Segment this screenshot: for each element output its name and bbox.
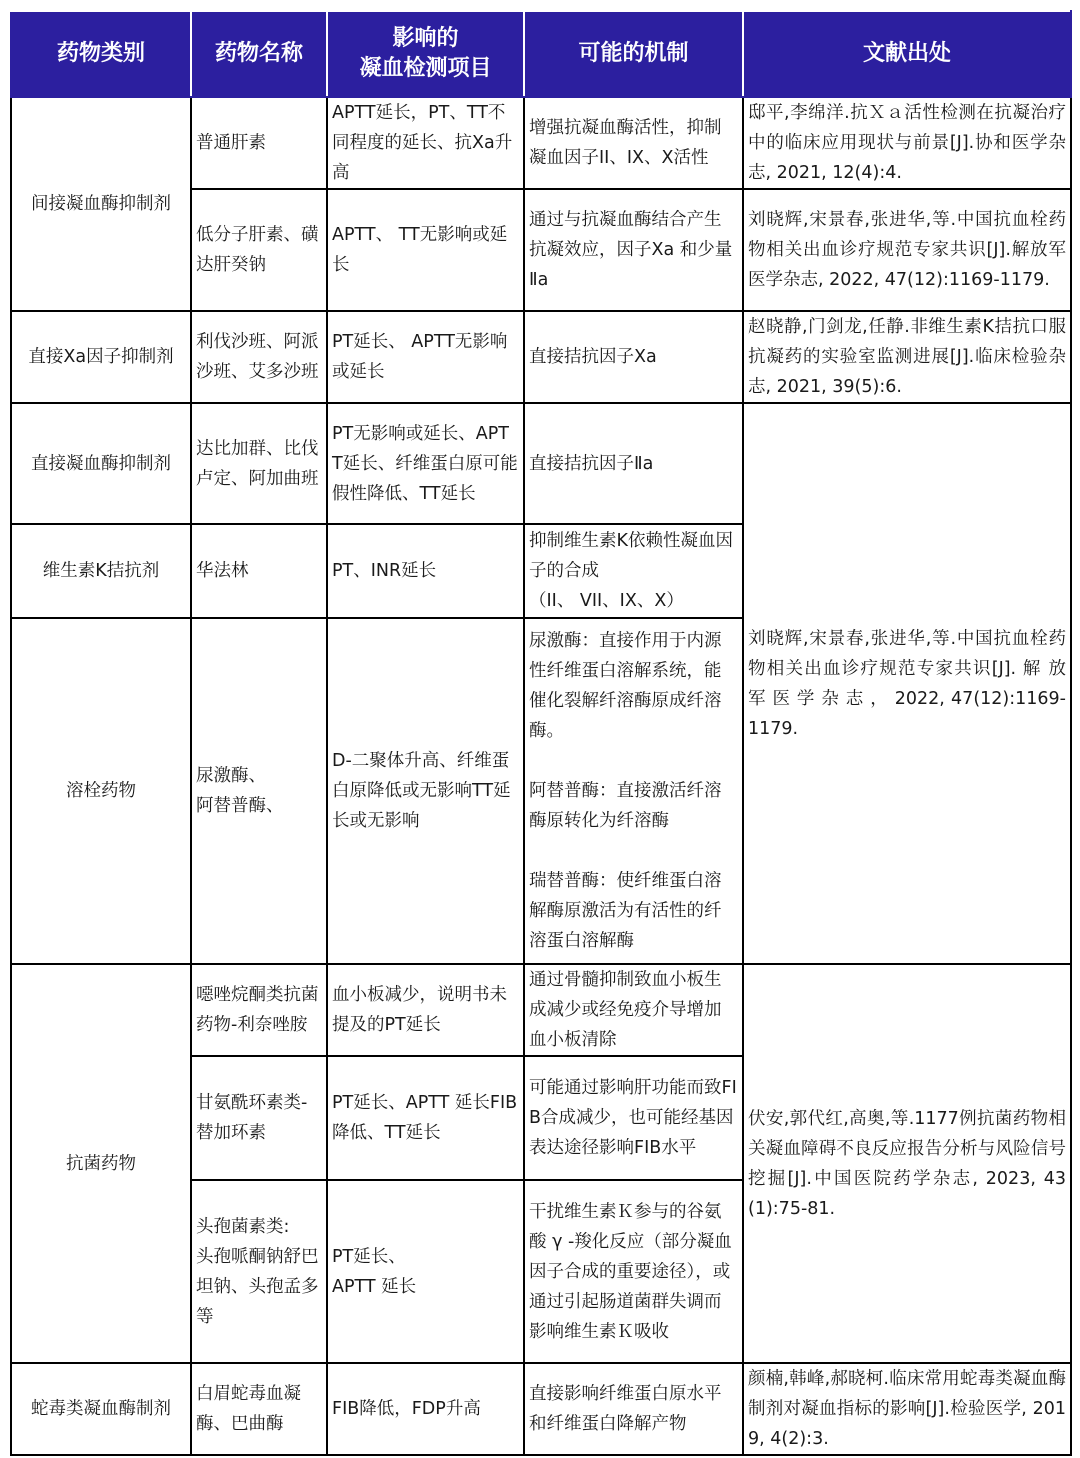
reference-cell: 伏安,郭代红,高奥,等.1177例抗菌药物相关凝血障碍不良反应报告分析与风险信号挖掘[J].中国医院药学杂志, 2023, 43(1):75-81. [743, 964, 1071, 1363]
category-cell: 溶栓药物 [11, 618, 191, 964]
mechanism-cell: 直接拮抗因子Xa [524, 311, 743, 403]
tests-cell: PT延长、 APTT 延长 [327, 1180, 524, 1363]
mechanism-cell: 通过骨髓抑制致血小板生成减少或经免疫介导增加血小板清除 [524, 964, 743, 1056]
mechanism-cell: 可能通过影响肝功能而致FIB合成减少，也可能经基因表达途径影响FIB水平 [524, 1056, 743, 1180]
drug-coagulation-table-page [10, 10, 1070, 1456]
reference-cell: 刘晓辉,宋景春,张进华,等.中国抗血栓药物相关出血诊疗规范专家共识[J]. 解 放 军 医 学 杂 志 ， 2022, 47(12):1169-1179. [743, 403, 1071, 964]
category-cell: 维生素K拮抗剂 [11, 524, 191, 618]
mechanism-cell: 尿激酶：直接作用于内源性纤维蛋白溶解系统，能催化裂解纤溶酶原成纤溶酶。 阿替普酶：直接激活纤溶酶原转化为纤溶酶 瑞替普酶：使纤维蛋白溶解酶原激活为有活性的纤溶蛋白溶解酶 [524, 618, 743, 964]
tests-cell: PT延长、APTT 延长FIB降低、TT延长 [327, 1056, 524, 1180]
header-mechanism: 可能的机制 [524, 11, 743, 97]
category-cell: 直接Xa因子抑制剂 [11, 311, 191, 403]
table-row [11, 1363, 1071, 1455]
mechanism-cell: 通过与抗凝血酶结合产生抗凝效应，因子Xa 和少量Ⅱa [524, 189, 743, 311]
header-reference: 文献出处 [743, 11, 1071, 97]
tests-cell: APTT、 TT无影响或延长 [327, 189, 524, 311]
drug-name-cell: 低分子肝素、磺达肝癸钠 [191, 189, 327, 311]
drug-name-cell: 甘氨酰环素类-替加环素 [191, 1056, 327, 1180]
tests-cell: 血小板减少，说明书未提及的PT延长 [327, 964, 524, 1056]
tests-cell: PT无影响或延长、APTT延长、纤维蛋白原可能假性降低、TT延长 [327, 403, 524, 524]
reference-cell: 邸平,李绵洋.抗Ｘａ活性检测在抗凝治疗中的临床应用现状与前景[J].协和医学杂志, 2021, 12(4):4. [743, 97, 1071, 189]
mechanism-cell: 增强抗凝血酶活性，抑制凝血因子II、IX、X活性 [524, 97, 743, 189]
header-drug-name: 药物名称 [191, 11, 327, 97]
drug-name-cell: 头孢菌素类: 头孢哌酮钠舒巴坦钠、头孢孟多等 [191, 1180, 327, 1363]
header-affected-tests: 影响的 凝血检测项目 [327, 11, 524, 97]
tests-cell: PT、INR延长 [327, 524, 524, 618]
reference-cell: 刘晓辉,宋景春,张进华,等.中国抗血栓药物相关出血诊疗规范专家共识[J].解放军医学杂志, 2022, 47(12):1169-1179. [743, 189, 1071, 311]
table-row [11, 403, 1071, 524]
drug-name-cell: 尿激酶、 阿替普酶、 [191, 618, 327, 964]
tests-cell: FIB降低，FDP升高 [327, 1363, 524, 1455]
table-row [11, 311, 1071, 403]
drug-name-cell: 普通肝素 [191, 97, 327, 189]
drug-name-cell: 噁唑烷酮类抗菌药物-利奈唑胺 [191, 964, 327, 1056]
tests-cell: PT延长、 APTT无影响或延长 [327, 311, 524, 403]
drug-name-cell: 白眉蛇毒血凝酶、巴曲酶 [191, 1363, 327, 1455]
drug-name-cell: 利伐沙班、阿派沙班、艾多沙班 [191, 311, 327, 403]
header-drug-category: 药物类别 [11, 11, 191, 97]
category-cell: 间接凝血酶抑制剂 [11, 97, 191, 311]
category-cell: 抗菌药物 [11, 964, 191, 1363]
mechanism-cell: 直接影响纤维蛋白原水平和纤维蛋白降解产物 [524, 1363, 743, 1455]
table-row [11, 97, 1071, 189]
tests-cell: APTT延长，PT、TT不同程度的延长、抗Xa升高 [327, 97, 524, 189]
category-cell: 蛇毒类凝血酶制剂 [11, 1363, 191, 1455]
mechanism-cell: 直接拮抗因子Ⅱa [524, 403, 743, 524]
table-header-row [11, 11, 1071, 97]
reference-cell: 赵晓静,门剑龙,任静.非维生素K拮抗口服抗凝药的实验室监测进展[J].临床检验杂志, 2021, 39(5):6. [743, 311, 1071, 403]
mechanism-cell: 干扰维生素Ｋ参与的谷氨酸 γ -羧化反应（部分凝血因子合成的重要途径），或通过引起肠道菌群失调而影响维生素Ｋ吸收 [524, 1180, 743, 1363]
drug-name-cell: 达比加群、比伐卢定、阿加曲班 [191, 403, 327, 524]
category-cell: 直接凝血酶抑制剂 [11, 403, 191, 524]
drug-coagulation-table [10, 10, 1072, 1456]
tests-cell: D-二聚体升高、纤维蛋白原降低或无影响TT延长或无影响 [327, 618, 524, 964]
drug-name-cell: 华法林 [191, 524, 327, 618]
table-row [11, 964, 1071, 1056]
reference-cell: 颜楠,韩峰,郝晓柯.临床常用蛇毒类凝血酶制剂对凝血指标的影响[J].检验医学, 2019, 4(2):3. [743, 1363, 1071, 1455]
mechanism-cell: 抑制维生素K依赖性凝血因子的合成 （II、 VII、IX、X） [524, 524, 743, 618]
